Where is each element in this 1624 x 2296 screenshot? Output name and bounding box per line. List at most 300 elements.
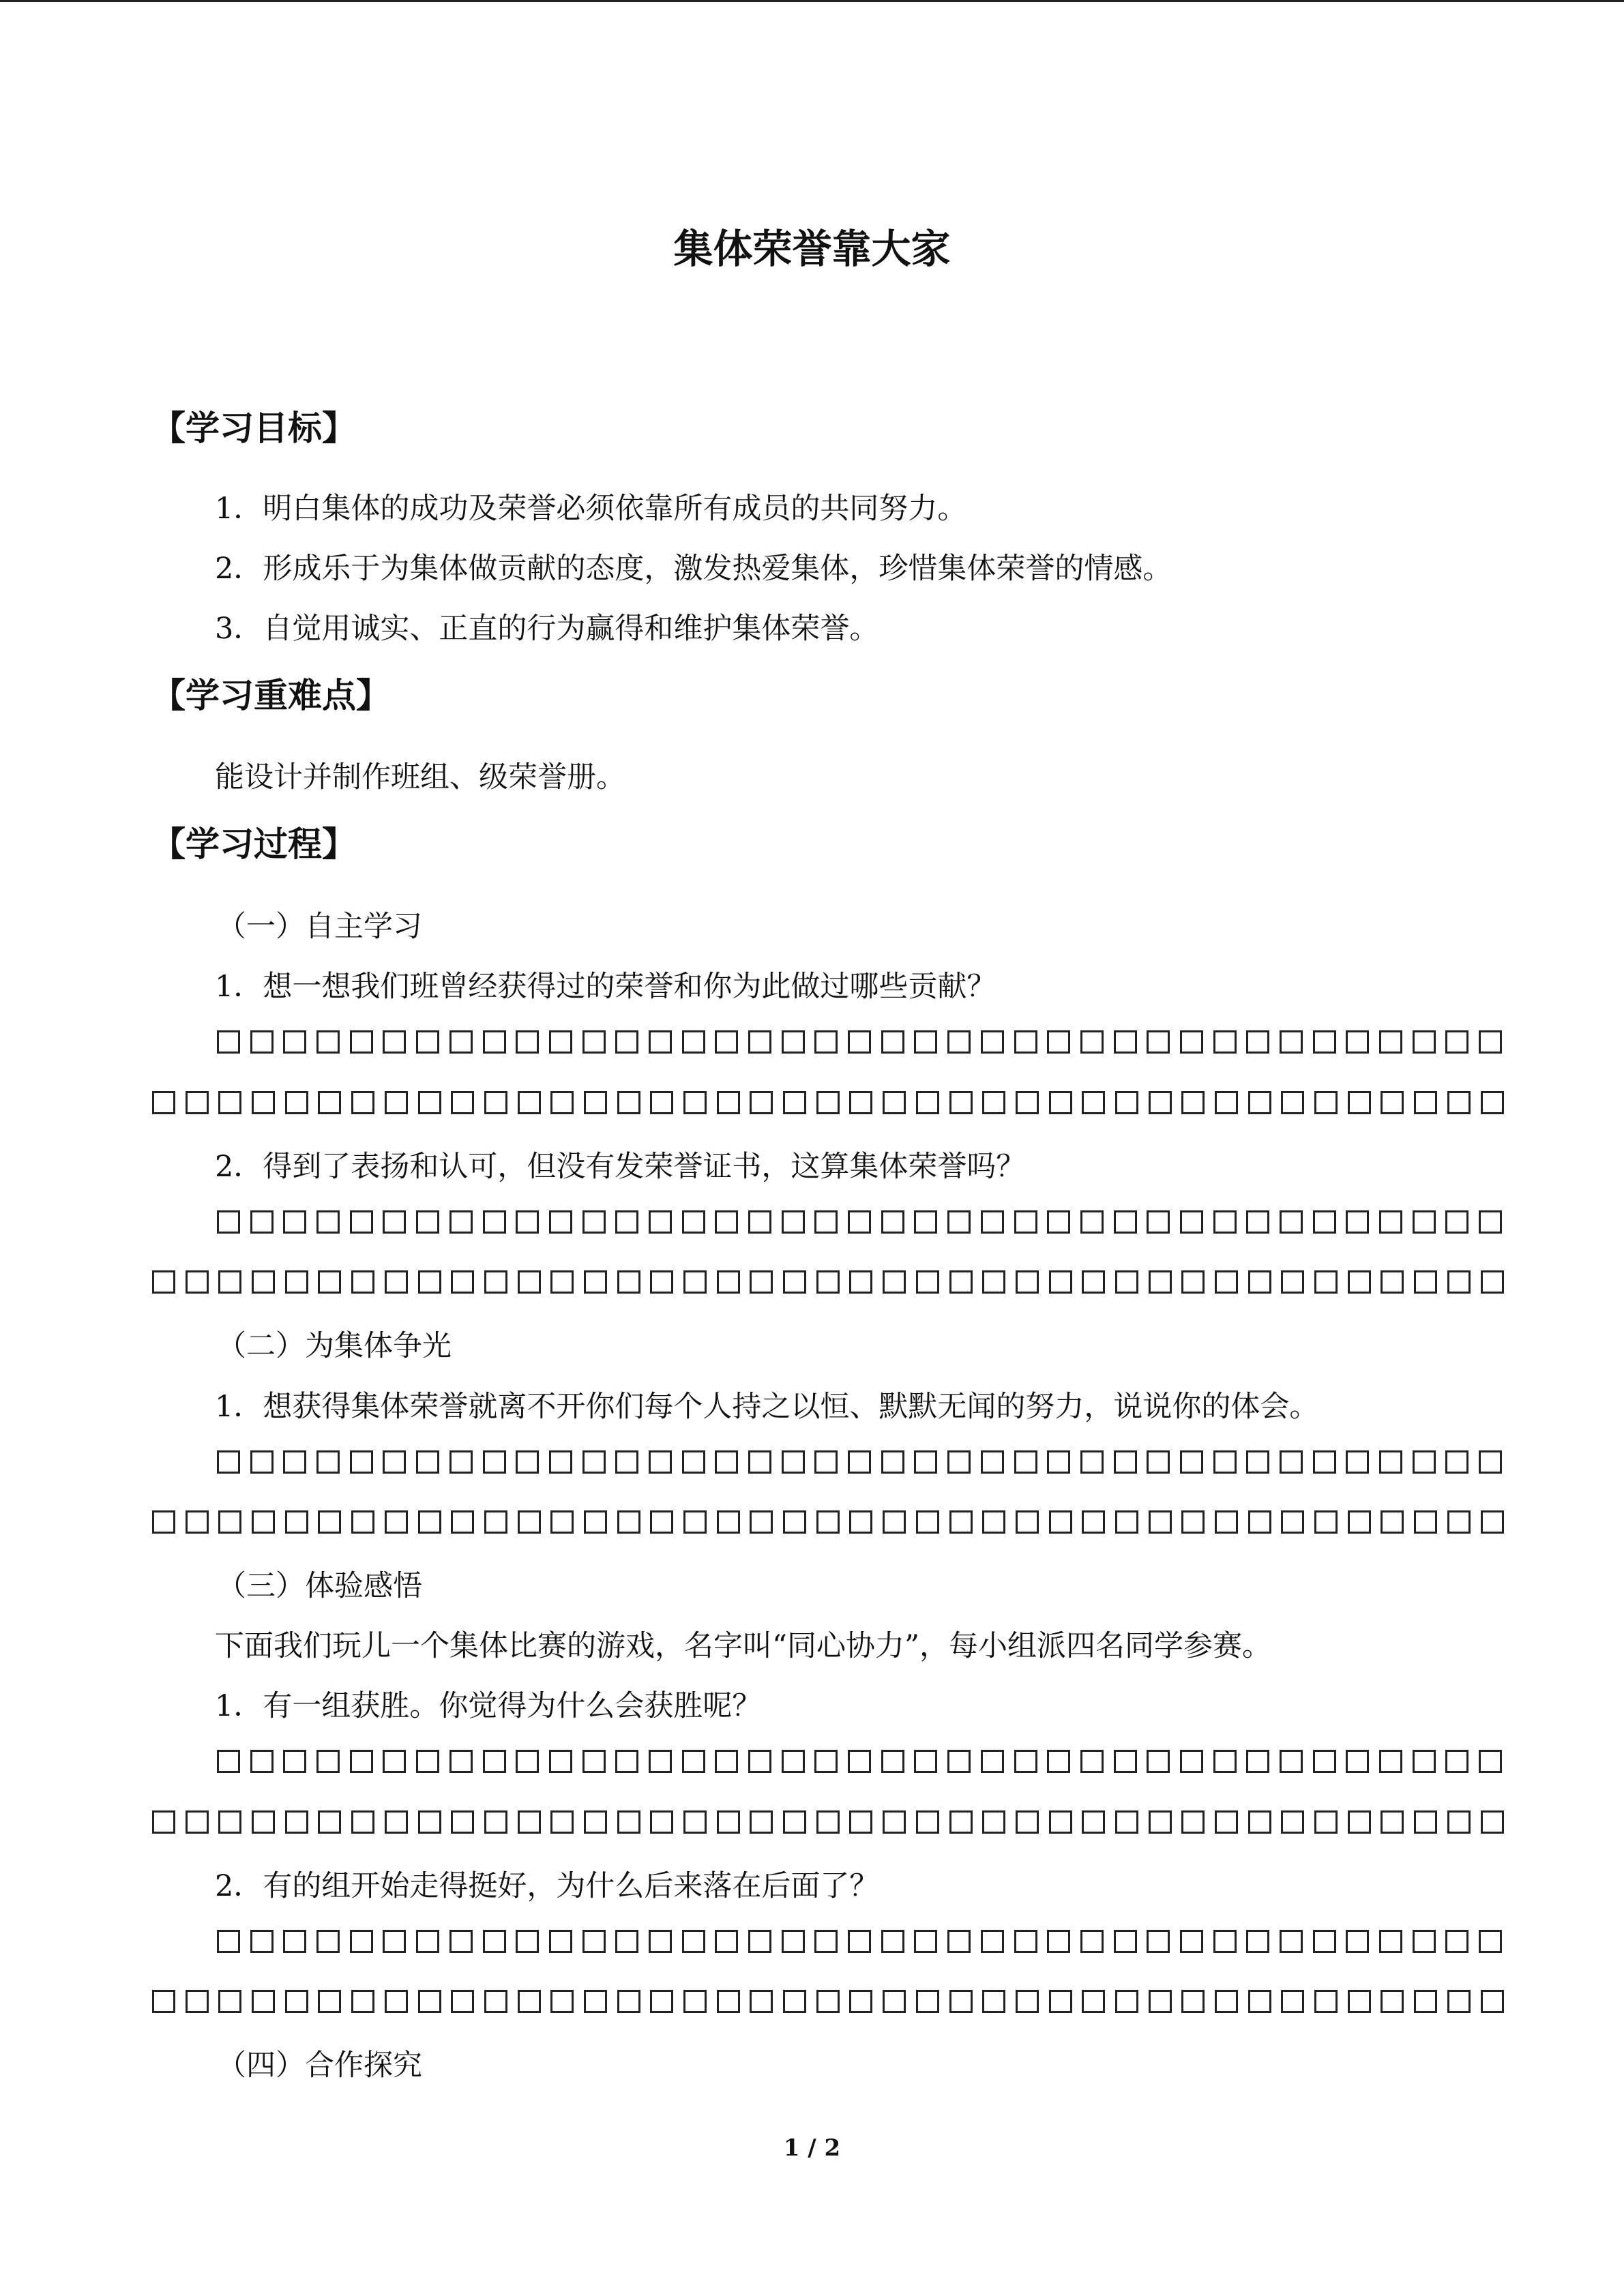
- answer-box[interactable]: [1414, 1810, 1437, 1834]
- answer-box[interactable]: [217, 1750, 240, 1773]
- answer-box[interactable]: [1379, 1210, 1402, 1234]
- answer-box[interactable]: [1447, 1810, 1471, 1834]
- answer-box[interactable]: [615, 1750, 638, 1773]
- answer-box[interactable]: [717, 1270, 740, 1294]
- answer-line-2a[interactable]: [217, 1210, 1512, 1234]
- answer-box[interactable]: [1414, 1091, 1437, 1114]
- answer-box[interactable]: [916, 1810, 939, 1834]
- answer-box[interactable]: [316, 1750, 340, 1773]
- answer-box[interactable]: [1381, 1510, 1404, 1534]
- answer-box[interactable]: [1180, 1030, 1203, 1054]
- answer-box[interactable]: [1080, 1750, 1104, 1773]
- answer-box[interactable]: [849, 1270, 872, 1294]
- answer-box[interactable]: [285, 1810, 308, 1834]
- answer-box[interactable]: [816, 1510, 840, 1534]
- answer-box[interactable]: [748, 1210, 771, 1234]
- answer-box[interactable]: [449, 1750, 473, 1773]
- answer-box[interactable]: [1149, 1990, 1172, 2013]
- answer-box[interactable]: [316, 1450, 340, 1474]
- answer-box[interactable]: [947, 1750, 971, 1773]
- answer-box[interactable]: [483, 1750, 506, 1773]
- answer-box[interactable]: [981, 1750, 1004, 1773]
- answer-box[interactable]: [1281, 1990, 1304, 2013]
- answer-box[interactable]: [418, 1510, 441, 1534]
- answer-box[interactable]: [1215, 1990, 1238, 2013]
- answer-box[interactable]: [350, 1750, 373, 1773]
- answer-box[interactable]: [350, 1210, 373, 1234]
- answer-box[interactable]: [617, 1990, 640, 2013]
- answer-box[interactable]: [582, 1930, 606, 1953]
- answer-box[interactable]: [350, 1030, 373, 1054]
- answer-box[interactable]: [947, 1450, 971, 1474]
- answer-box[interactable]: [1314, 1270, 1338, 1294]
- answer-box[interactable]: [814, 1930, 838, 1953]
- answer-box[interactable]: [416, 1750, 439, 1773]
- answer-box[interactable]: [849, 1990, 872, 2013]
- answer-box[interactable]: [418, 1270, 441, 1294]
- answer-box[interactable]: [981, 1210, 1004, 1234]
- answer-box[interactable]: [816, 1810, 840, 1834]
- answer-box[interactable]: [617, 1091, 640, 1114]
- answer-box[interactable]: [1348, 1990, 1371, 2013]
- answer-box[interactable]: [816, 1990, 840, 2013]
- answer-box[interactable]: [451, 1091, 474, 1114]
- answer-box[interactable]: [649, 1930, 672, 1953]
- answer-box[interactable]: [316, 1210, 340, 1234]
- answer-box[interactable]: [649, 1030, 672, 1054]
- answer-box[interactable]: [1213, 1750, 1237, 1773]
- answer-box[interactable]: [1246, 1750, 1269, 1773]
- answer-box[interactable]: [650, 1810, 673, 1834]
- answer-box[interactable]: [750, 1990, 773, 2013]
- answer-box[interactable]: [516, 1210, 539, 1234]
- answer-box[interactable]: [682, 1930, 705, 1953]
- answer-box[interactable]: [883, 1510, 906, 1534]
- answer-box[interactable]: [549, 1750, 572, 1773]
- answer-box[interactable]: [1445, 1030, 1468, 1054]
- answer-box[interactable]: [1213, 1450, 1237, 1474]
- answer-box[interactable]: [914, 1450, 937, 1474]
- answer-box[interactable]: [250, 1030, 274, 1054]
- answer-box[interactable]: [252, 1510, 275, 1534]
- answer-box[interactable]: [916, 1091, 939, 1114]
- answer-box[interactable]: [848, 1750, 871, 1773]
- answer-box[interactable]: [1047, 1750, 1070, 1773]
- answer-box[interactable]: [584, 1091, 607, 1114]
- answer-box[interactable]: [1082, 1510, 1105, 1534]
- answer-box[interactable]: [418, 1990, 441, 2013]
- answer-box[interactable]: [516, 1930, 539, 1953]
- answer-box[interactable]: [782, 1930, 805, 1953]
- answer-box[interactable]: [385, 1091, 408, 1114]
- answer-box[interactable]: [418, 1810, 441, 1834]
- answer-box[interactable]: [748, 1750, 771, 1773]
- answer-box[interactable]: [717, 1091, 740, 1114]
- answer-box[interactable]: [351, 1091, 374, 1114]
- answer-box[interactable]: [250, 1930, 274, 1953]
- answer-box[interactable]: [1082, 1810, 1105, 1834]
- answer-box[interactable]: [550, 1091, 574, 1114]
- answer-box[interactable]: [1413, 1030, 1436, 1054]
- answer-box[interactable]: [848, 1930, 871, 1953]
- answer-box[interactable]: [549, 1450, 572, 1474]
- answer-box[interactable]: [617, 1810, 640, 1834]
- answer-box[interactable]: [318, 1990, 341, 2013]
- answer-box[interactable]: [385, 1270, 408, 1294]
- answer-box[interactable]: [981, 1030, 1004, 1054]
- answer-box[interactable]: [152, 1091, 175, 1114]
- answer-box[interactable]: [1379, 1030, 1402, 1054]
- answer-box[interactable]: [582, 1030, 606, 1054]
- answer-box[interactable]: [650, 1990, 673, 2013]
- answer-box[interactable]: [1280, 1210, 1303, 1234]
- answer-box[interactable]: [484, 1990, 507, 2013]
- answer-box[interactable]: [949, 1810, 973, 1834]
- answer-line-1a[interactable]: [217, 1030, 1512, 1054]
- answer-box[interactable]: [883, 1990, 906, 2013]
- answer-box[interactable]: [316, 1030, 340, 1054]
- answer-box[interactable]: [750, 1810, 773, 1834]
- answer-box[interactable]: [152, 1270, 175, 1294]
- answer-box[interactable]: [1314, 1810, 1338, 1834]
- answer-box[interactable]: [518, 1091, 541, 1114]
- answer-box[interactable]: [1379, 1930, 1402, 1953]
- answer-box[interactable]: [981, 1450, 1004, 1474]
- answer-box[interactable]: [1413, 1210, 1436, 1234]
- answer-box[interactable]: [682, 1450, 705, 1474]
- answer-box[interactable]: [449, 1210, 473, 1234]
- answer-box[interactable]: [683, 1510, 707, 1534]
- answer-box[interactable]: [351, 1990, 374, 2013]
- answer-box[interactable]: [518, 1270, 541, 1294]
- answer-box[interactable]: [250, 1450, 274, 1474]
- answer-box[interactable]: [316, 1930, 340, 1953]
- answer-box[interactable]: [483, 1450, 506, 1474]
- answer-box[interactable]: [1447, 1091, 1471, 1114]
- answer-box[interactable]: [1481, 1810, 1504, 1834]
- answer-box[interactable]: [1147, 1450, 1170, 1474]
- answer-box[interactable]: [584, 1270, 607, 1294]
- answer-box[interactable]: [1379, 1450, 1402, 1474]
- answer-box[interactable]: [748, 1450, 771, 1474]
- answer-box[interactable]: [549, 1030, 572, 1054]
- answer-box[interactable]: [1280, 1930, 1303, 1953]
- answer-box[interactable]: [451, 1270, 474, 1294]
- answer-box[interactable]: [682, 1750, 705, 1773]
- answer-box[interactable]: [1281, 1270, 1304, 1294]
- answer-box[interactable]: [1313, 1750, 1336, 1773]
- answer-box[interactable]: [1348, 1270, 1371, 1294]
- answer-box[interactable]: [550, 1270, 574, 1294]
- answer-box[interactable]: [949, 1990, 973, 2013]
- answer-box[interactable]: [1082, 1270, 1105, 1294]
- answer-box[interactable]: [683, 1810, 707, 1834]
- answer-box[interactable]: [783, 1270, 806, 1294]
- answer-box[interactable]: [1479, 1030, 1502, 1054]
- answer-box[interactable]: [982, 1990, 1005, 2013]
- answer-box[interactable]: [1481, 1270, 1504, 1294]
- answer-box[interactable]: [916, 1270, 939, 1294]
- answer-box[interactable]: [1147, 1030, 1170, 1054]
- answer-box[interactable]: [1246, 1030, 1269, 1054]
- answer-box[interactable]: [1114, 1750, 1137, 1773]
- answer-box[interactable]: [1445, 1450, 1468, 1474]
- answer-box[interactable]: [1381, 1091, 1404, 1114]
- answer-box[interactable]: [1447, 1990, 1471, 2013]
- answer-box[interactable]: [1379, 1750, 1402, 1773]
- answer-box[interactable]: [1414, 1270, 1437, 1294]
- answer-box[interactable]: [981, 1930, 1004, 1953]
- answer-box[interactable]: [982, 1510, 1005, 1534]
- answer-box[interactable]: [1114, 1030, 1137, 1054]
- answer-box[interactable]: [1049, 1091, 1072, 1114]
- answer-box[interactable]: [584, 1510, 607, 1534]
- answer-box[interactable]: [849, 1091, 872, 1114]
- answer-box[interactable]: [218, 1990, 241, 2013]
- answer-box[interactable]: [1014, 1030, 1037, 1054]
- answer-box[interactable]: [1014, 1750, 1037, 1773]
- answer-box[interactable]: [1082, 1091, 1105, 1114]
- answer-box[interactable]: [1115, 1810, 1138, 1834]
- answer-box[interactable]: [449, 1930, 473, 1953]
- answer-box[interactable]: [283, 1030, 306, 1054]
- answer-box[interactable]: [1348, 1810, 1371, 1834]
- answer-box[interactable]: [1445, 1750, 1468, 1773]
- answer-box[interactable]: [582, 1750, 606, 1773]
- answer-box[interactable]: [385, 1810, 408, 1834]
- answer-box[interactable]: [814, 1750, 838, 1773]
- answer-box[interactable]: [518, 1810, 541, 1834]
- answer-box[interactable]: [883, 1091, 906, 1114]
- answer-box[interactable]: [1049, 1270, 1072, 1294]
- answer-box[interactable]: [1047, 1930, 1070, 1953]
- answer-box[interactable]: [484, 1091, 507, 1114]
- answer-box[interactable]: [717, 1810, 740, 1834]
- answer-box[interactable]: [1414, 1510, 1437, 1534]
- answer-box[interactable]: [1281, 1091, 1304, 1114]
- answer-box[interactable]: [914, 1750, 937, 1773]
- answer-box[interactable]: [1180, 1930, 1203, 1953]
- answer-box[interactable]: [383, 1930, 406, 1953]
- answer-line-1b[interactable]: [152, 1091, 1514, 1114]
- answer-box[interactable]: [252, 1091, 275, 1114]
- answer-box[interactable]: [217, 1210, 240, 1234]
- answer-line-5b[interactable]: [152, 1990, 1514, 2013]
- answer-box[interactable]: [252, 1270, 275, 1294]
- answer-box[interactable]: [814, 1030, 838, 1054]
- answer-box[interactable]: [152, 1810, 175, 1834]
- answer-box[interactable]: [947, 1930, 971, 1953]
- answer-box[interactable]: [783, 1810, 806, 1834]
- answer-box[interactable]: [449, 1450, 473, 1474]
- answer-box[interactable]: [1280, 1450, 1303, 1474]
- answer-box[interactable]: [615, 1450, 638, 1474]
- answer-box[interactable]: [1281, 1510, 1304, 1534]
- answer-box[interactable]: [217, 1450, 240, 1474]
- answer-box[interactable]: [451, 1810, 474, 1834]
- answer-box[interactable]: [283, 1930, 306, 1953]
- answer-box[interactable]: [1348, 1091, 1371, 1114]
- answer-box[interactable]: [1280, 1030, 1303, 1054]
- answer-box[interactable]: [186, 1270, 209, 1294]
- answer-box[interactable]: [814, 1210, 838, 1234]
- answer-box[interactable]: [1346, 1210, 1369, 1234]
- answer-box[interactable]: [1147, 1210, 1170, 1234]
- answer-box[interactable]: [914, 1930, 937, 1953]
- answer-box[interactable]: [1016, 1990, 1039, 2013]
- answer-box[interactable]: [1248, 1990, 1271, 2013]
- answer-box[interactable]: [550, 1510, 574, 1534]
- answer-box[interactable]: [1314, 1091, 1338, 1114]
- answer-box[interactable]: [682, 1210, 705, 1234]
- answer-box[interactable]: [516, 1030, 539, 1054]
- answer-box[interactable]: [1014, 1930, 1037, 1953]
- answer-box[interactable]: [350, 1930, 373, 1953]
- answer-box[interactable]: [916, 1510, 939, 1534]
- answer-box[interactable]: [252, 1990, 275, 2013]
- answer-box[interactable]: [715, 1030, 738, 1054]
- answer-box[interactable]: [1181, 1270, 1205, 1294]
- answer-box[interactable]: [1346, 1750, 1369, 1773]
- answer-box[interactable]: [1213, 1210, 1237, 1234]
- answer-box[interactable]: [782, 1450, 805, 1474]
- answer-box[interactable]: [715, 1930, 738, 1953]
- answer-box[interactable]: [1246, 1930, 1269, 1953]
- answer-box[interactable]: [783, 1510, 806, 1534]
- answer-box[interactable]: [649, 1450, 672, 1474]
- answer-box[interactable]: [1049, 1510, 1072, 1534]
- answer-box[interactable]: [1213, 1030, 1237, 1054]
- answer-box[interactable]: [1014, 1450, 1037, 1474]
- answer-box[interactable]: [1246, 1210, 1269, 1234]
- answer-box[interactable]: [848, 1030, 871, 1054]
- answer-box[interactable]: [1314, 1510, 1338, 1534]
- answer-box[interactable]: [1413, 1930, 1436, 1953]
- answer-box[interactable]: [218, 1270, 241, 1294]
- answer-box[interactable]: [318, 1510, 341, 1534]
- answer-box[interactable]: [1447, 1510, 1471, 1534]
- answer-box[interactable]: [617, 1510, 640, 1534]
- answer-box[interactable]: [186, 1810, 209, 1834]
- answer-box[interactable]: [186, 1091, 209, 1114]
- answer-box[interactable]: [683, 1270, 707, 1294]
- answer-box[interactable]: [383, 1030, 406, 1054]
- answer-box[interactable]: [947, 1030, 971, 1054]
- answer-box[interactable]: [186, 1510, 209, 1534]
- answer-box[interactable]: [814, 1450, 838, 1474]
- answer-box[interactable]: [1115, 1091, 1138, 1114]
- answer-box[interactable]: [550, 1990, 574, 2013]
- answer-box[interactable]: [1115, 1510, 1138, 1534]
- answer-box[interactable]: [416, 1930, 439, 1953]
- answer-box[interactable]: [1014, 1210, 1037, 1234]
- answer-box[interactable]: [217, 1030, 240, 1054]
- answer-box[interactable]: [416, 1450, 439, 1474]
- answer-box[interactable]: [1080, 1030, 1104, 1054]
- answer-box[interactable]: [683, 1990, 707, 2013]
- answer-box[interactable]: [848, 1210, 871, 1234]
- answer-box[interactable]: [650, 1510, 673, 1534]
- answer-box[interactable]: [285, 1510, 308, 1534]
- answer-box[interactable]: [849, 1810, 872, 1834]
- answer-box[interactable]: [1016, 1270, 1039, 1294]
- answer-box[interactable]: [848, 1450, 871, 1474]
- answer-box[interactable]: [1049, 1810, 1072, 1834]
- answer-box[interactable]: [1181, 1990, 1205, 2013]
- answer-box[interactable]: [252, 1810, 275, 1834]
- answer-box[interactable]: [783, 1091, 806, 1114]
- answer-box[interactable]: [715, 1750, 738, 1773]
- answer-box[interactable]: [683, 1091, 707, 1114]
- answer-box[interactable]: [1080, 1210, 1104, 1234]
- answer-box[interactable]: [615, 1030, 638, 1054]
- answer-box[interactable]: [250, 1750, 274, 1773]
- answer-box[interactable]: [883, 1270, 906, 1294]
- answer-box[interactable]: [650, 1270, 673, 1294]
- answer-box[interactable]: [1481, 1091, 1504, 1114]
- answer-box[interactable]: [1115, 1990, 1138, 2013]
- answer-box[interactable]: [615, 1930, 638, 1953]
- answer-box[interactable]: [550, 1810, 574, 1834]
- answer-box[interactable]: [916, 1990, 939, 2013]
- answer-box[interactable]: [1381, 1990, 1404, 2013]
- answer-box[interactable]: [1149, 1091, 1172, 1114]
- answer-box[interactable]: [782, 1750, 805, 1773]
- answer-box[interactable]: [1445, 1930, 1468, 1953]
- answer-box[interactable]: [1414, 1990, 1437, 2013]
- answer-box[interactable]: [416, 1210, 439, 1234]
- answer-box[interactable]: [783, 1990, 806, 2013]
- answer-box[interactable]: [518, 1510, 541, 1534]
- answer-box[interactable]: [1479, 1450, 1502, 1474]
- answer-box[interactable]: [881, 1450, 904, 1474]
- answer-box[interactable]: [250, 1210, 274, 1234]
- answer-box[interactable]: [383, 1210, 406, 1234]
- answer-box[interactable]: [1479, 1210, 1502, 1234]
- answer-box[interactable]: [748, 1030, 771, 1054]
- answer-box[interactable]: [283, 1210, 306, 1234]
- answer-box[interactable]: [283, 1750, 306, 1773]
- answer-box[interactable]: [816, 1091, 840, 1114]
- answer-box[interactable]: [649, 1210, 672, 1234]
- answer-box[interactable]: [218, 1510, 241, 1534]
- answer-box[interactable]: [483, 1030, 506, 1054]
- answer-box[interactable]: [849, 1510, 872, 1534]
- answer-box[interactable]: [1016, 1091, 1039, 1114]
- answer-box[interactable]: [1047, 1450, 1070, 1474]
- answer-box[interactable]: [1313, 1450, 1336, 1474]
- answer-box[interactable]: [1413, 1750, 1436, 1773]
- answer-box[interactable]: [881, 1030, 904, 1054]
- answer-box[interactable]: [1248, 1270, 1271, 1294]
- answer-box[interactable]: [1413, 1450, 1436, 1474]
- answer-box[interactable]: [584, 1810, 607, 1834]
- answer-box[interactable]: [914, 1210, 937, 1234]
- answer-box[interactable]: [383, 1750, 406, 1773]
- answer-box[interactable]: [1047, 1210, 1070, 1234]
- answer-box[interactable]: [1149, 1810, 1172, 1834]
- answer-box[interactable]: [451, 1510, 474, 1534]
- answer-box[interactable]: [318, 1810, 341, 1834]
- answer-box[interactable]: [914, 1030, 937, 1054]
- answer-box[interactable]: [1479, 1750, 1502, 1773]
- answer-box[interactable]: [1180, 1450, 1203, 1474]
- answer-box[interactable]: [1114, 1450, 1137, 1474]
- answer-box[interactable]: [1314, 1990, 1338, 2013]
- answer-box[interactable]: [1346, 1030, 1369, 1054]
- answer-box[interactable]: [750, 1510, 773, 1534]
- answer-box[interactable]: [152, 1510, 175, 1534]
